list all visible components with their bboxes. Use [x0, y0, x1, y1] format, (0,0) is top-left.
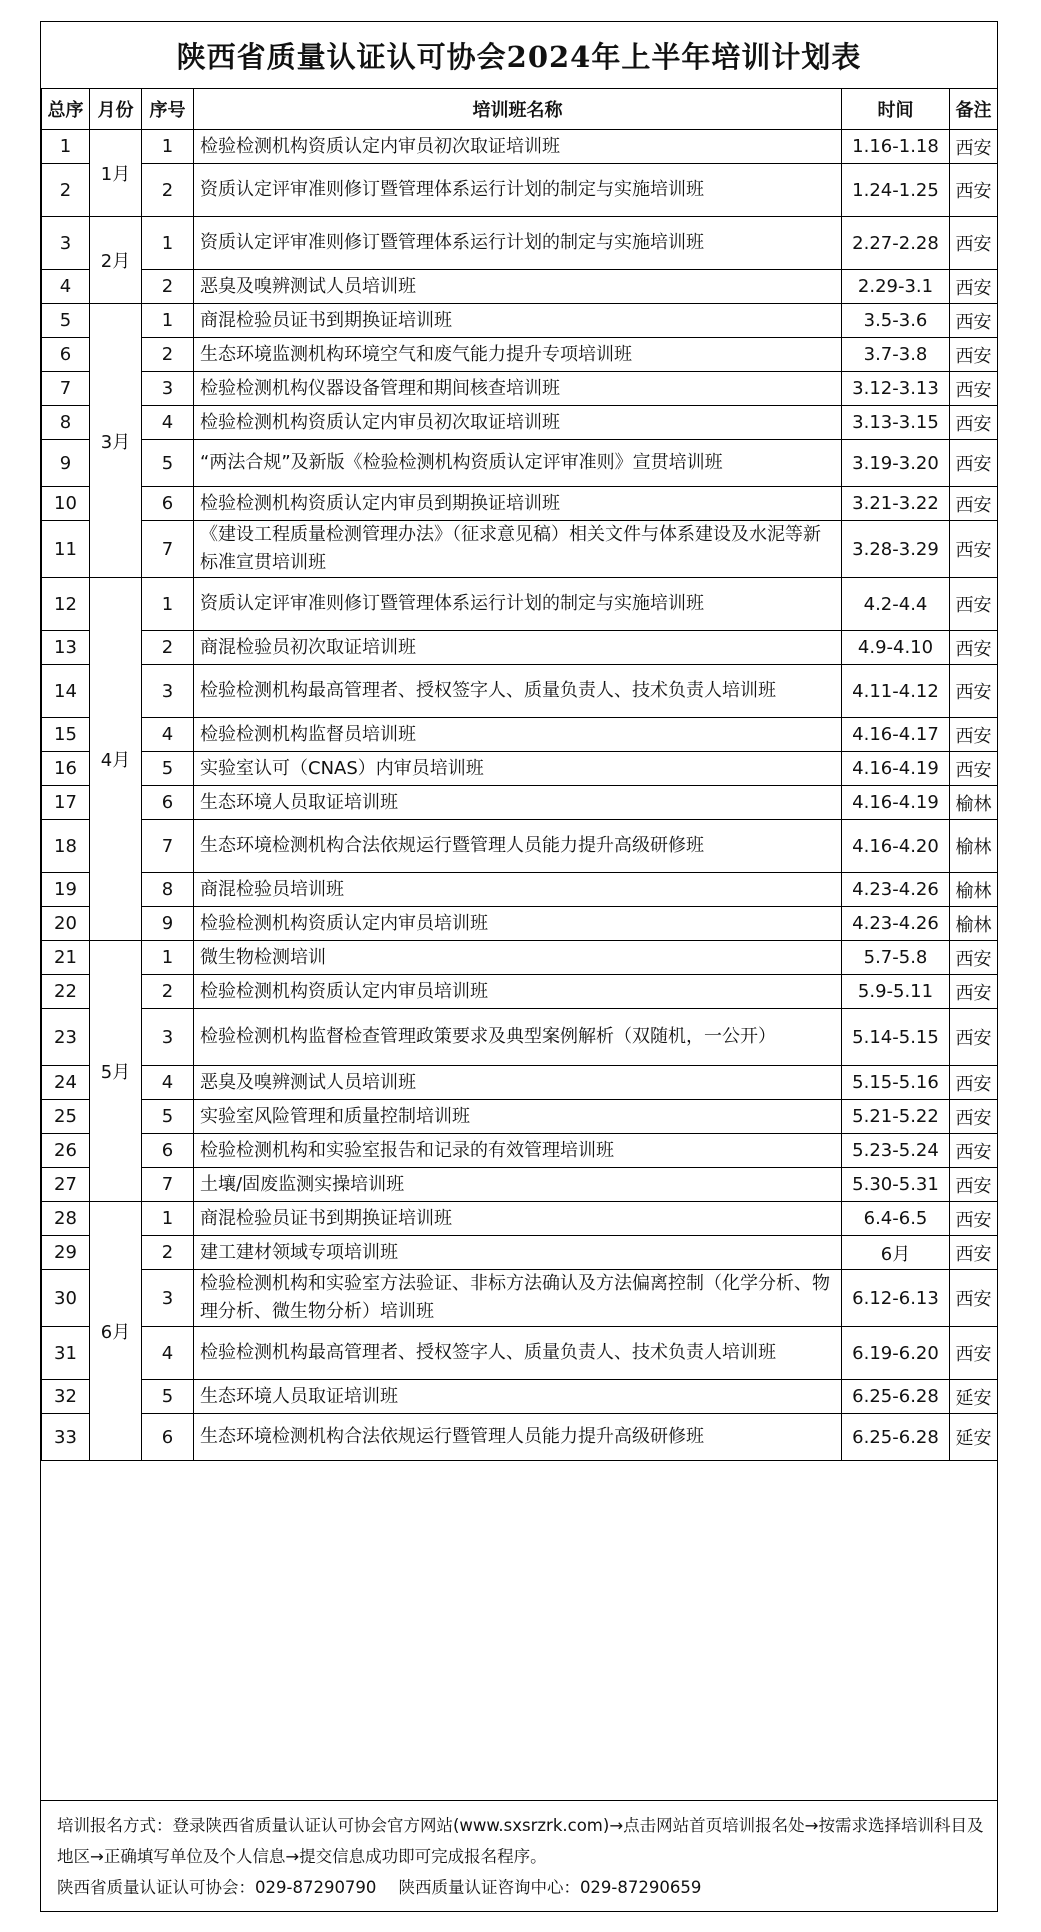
cell-total: 2: [42, 164, 90, 217]
cell-course-name: 土壤/固废监测实操培训班: [194, 1168, 842, 1202]
cell-total: 23: [42, 1009, 90, 1066]
cell-total: 13: [42, 631, 90, 665]
table-header-row: [42, 89, 998, 130]
cell-remark: 西安: [950, 718, 998, 752]
training-plan-sheet: [40, 21, 998, 1912]
table-body: [42, 130, 998, 1461]
table-row: [42, 1134, 998, 1168]
cell-seq: 2: [142, 975, 194, 1009]
training-plan-table: [41, 88, 998, 1461]
cell-course-name: 检验检测机构资质认定内审员培训班: [194, 975, 842, 1009]
cell-total: 15: [42, 718, 90, 752]
cell-seq: 5: [142, 1100, 194, 1134]
cell-course-name: 《建设工程质量检测管理办法》（征求意见稿）相关文件与体系建设及水泥等新标准宣贯培训班: [194, 521, 842, 578]
cell-remark: 西安: [950, 1009, 998, 1066]
cell-remark: 西安: [950, 1066, 998, 1100]
cell-time: 1.16-1.18: [842, 130, 950, 164]
cell-seq: 3: [142, 1009, 194, 1066]
cell-total: 11: [42, 521, 90, 578]
cell-seq: 7: [142, 820, 194, 873]
cell-remark: 西安: [950, 1327, 998, 1380]
cell-time: 6.19-6.20: [842, 1327, 950, 1380]
cell-total: 17: [42, 786, 90, 820]
table-row: [42, 1009, 998, 1066]
table-row: [42, 338, 998, 372]
cell-time: 5.14-5.15: [842, 1009, 950, 1066]
cell-month: 5月: [90, 941, 142, 1202]
cell-time: 6.12-6.13: [842, 1270, 950, 1327]
cell-time: 6月: [842, 1236, 950, 1270]
cell-total: 20: [42, 907, 90, 941]
cell-seq: 1: [142, 578, 194, 631]
cell-time: 4.9-4.10: [842, 631, 950, 665]
cell-time: 4.23-4.26: [842, 873, 950, 907]
cell-time: 4.16-4.19: [842, 786, 950, 820]
cell-seq: 1: [142, 304, 194, 338]
cell-total: 10: [42, 487, 90, 521]
cell-remark: 延安: [950, 1414, 998, 1461]
cell-time: 5.7-5.8: [842, 941, 950, 975]
cell-course-name: 生态环境检测机构合法依规运行暨管理人员能力提升高级研修班: [194, 1414, 842, 1461]
cell-total: 19: [42, 873, 90, 907]
table-row: [42, 406, 998, 440]
cell-time: 4.16-4.19: [842, 752, 950, 786]
table-row: [42, 1236, 998, 1270]
cell-course-name: 商混检验员初次取证培训班: [194, 631, 842, 665]
cell-total: 1: [42, 130, 90, 164]
cell-total: 30: [42, 1270, 90, 1327]
table-row: [42, 820, 998, 873]
table-row: [42, 907, 998, 941]
cell-time: 6.25-6.28: [842, 1380, 950, 1414]
cell-remark: 西安: [950, 521, 998, 578]
cell-month: 1月: [90, 130, 142, 217]
cell-total: 31: [42, 1327, 90, 1380]
table-row: [42, 578, 998, 631]
cell-time: 4.23-4.26: [842, 907, 950, 941]
table-row: [42, 304, 998, 338]
cell-course-name: 检验检测机构资质认定内审员培训班: [194, 907, 842, 941]
cell-course-name: 生态环境人员取证培训班: [194, 1380, 842, 1414]
contact-consulting-center: 陕西质量认证咨询中心：029-87290659: [398, 1878, 702, 1897]
cell-time: 2.27-2.28: [842, 217, 950, 270]
cell-time: 1.24-1.25: [842, 164, 950, 217]
cell-course-name: 实验室认可（CNAS）内审员培训班: [194, 752, 842, 786]
table-row: [42, 270, 998, 304]
table-row: [42, 440, 998, 487]
cell-time: 4.2-4.4: [842, 578, 950, 631]
cell-time: 4.16-4.17: [842, 718, 950, 752]
header-seq: 序号: [142, 89, 194, 130]
cell-seq: 2: [142, 631, 194, 665]
cell-remark: 西安: [950, 1100, 998, 1134]
cell-course-name: 检验检测机构最高管理者、授权签字人、质量负责人、技术负责人培训班: [194, 665, 842, 718]
cell-time: 6.4-6.5: [842, 1202, 950, 1236]
cell-remark: 榆林: [950, 820, 998, 873]
cell-total: 24: [42, 1066, 90, 1100]
cell-course-name: 检验检测机构最高管理者、授权签字人、质量负责人、技术负责人培训班: [194, 1327, 842, 1380]
cell-seq: 4: [142, 1066, 194, 1100]
cell-total: 21: [42, 941, 90, 975]
cell-course-name: 商混检验员培训班: [194, 873, 842, 907]
cell-remark: 西安: [950, 975, 998, 1009]
cell-remark: 西安: [950, 487, 998, 521]
cell-remark: 榆林: [950, 873, 998, 907]
cell-remark: 西安: [950, 1270, 998, 1327]
cell-time: 3.13-3.15: [842, 406, 950, 440]
cell-course-name: 商混检验员证书到期换证培训班: [194, 1202, 842, 1236]
cell-total: 26: [42, 1134, 90, 1168]
cell-seq: 5: [142, 440, 194, 487]
cell-seq: 1: [142, 941, 194, 975]
cell-remark: 西安: [950, 304, 998, 338]
cell-month: 3月: [90, 304, 142, 578]
cell-course-name: 建工建材领域专项培训班: [194, 1236, 842, 1270]
cell-remark: 西安: [950, 1236, 998, 1270]
cell-total: 7: [42, 372, 90, 406]
cell-remark: 西安: [950, 941, 998, 975]
cell-seq: 5: [142, 1380, 194, 1414]
cell-time: 3.12-3.13: [842, 372, 950, 406]
cell-total: 14: [42, 665, 90, 718]
cell-course-name: 检验检测机构监督员培训班: [194, 718, 842, 752]
cell-total: 12: [42, 578, 90, 631]
cell-seq: 9: [142, 907, 194, 941]
cell-time: 3.19-3.20: [842, 440, 950, 487]
cell-seq: 7: [142, 1168, 194, 1202]
cell-time: 3.7-3.8: [842, 338, 950, 372]
cell-total: 32: [42, 1380, 90, 1414]
cell-total: 6: [42, 338, 90, 372]
cell-seq: 6: [142, 487, 194, 521]
header-time: 时间: [842, 89, 950, 130]
table-row: [42, 130, 998, 164]
cell-course-name: 生态环境检测机构合法依规运行暨管理人员能力提升高级研修班: [194, 820, 842, 873]
cell-course-name: 生态环境人员取证培训班: [194, 786, 842, 820]
cell-course-name: 资质认定评审准则修订暨管理体系运行计划的制定与实施培训班: [194, 164, 842, 217]
table-row: [42, 786, 998, 820]
cell-remark: 榆林: [950, 786, 998, 820]
cell-remark: 西安: [950, 1202, 998, 1236]
cell-seq: 2: [142, 270, 194, 304]
cell-total: 3: [42, 217, 90, 270]
cell-remark: 西安: [950, 578, 998, 631]
table-row: [42, 941, 998, 975]
cell-total: 33: [42, 1414, 90, 1461]
cell-course-name: 检验检测机构和实验室方法验证、非标方法确认及方法偏离控制（化学分析、物理分析、微生物分析）培训班: [194, 1270, 842, 1327]
cell-course-name: 微生物检测培训: [194, 941, 842, 975]
cell-course-name: 资质认定评审准则修订暨管理体系运行计划的制定与实施培训班: [194, 578, 842, 631]
contact-line: [57, 1872, 985, 1903]
cell-time: 5.21-5.22: [842, 1100, 950, 1134]
table-row: [42, 1066, 998, 1100]
cell-remark: 西安: [950, 406, 998, 440]
cell-course-name: 检验检测机构和实验室报告和记录的有效管理培训班: [194, 1134, 842, 1168]
table-row: [42, 1414, 998, 1461]
header-month: 月份: [90, 89, 142, 130]
cell-seq: 1: [142, 1202, 194, 1236]
table-row: [42, 1100, 998, 1134]
cell-course-name: “两法合规”及新版《检验检测机构资质认定评审准则》宣贯培训班: [194, 440, 842, 487]
cell-seq: 4: [142, 1327, 194, 1380]
cell-time: 5.23-5.24: [842, 1134, 950, 1168]
cell-seq: 6: [142, 786, 194, 820]
cell-course-name: 检验检测机构仪器设备管理和期间核查培训班: [194, 372, 842, 406]
table-row: [42, 164, 998, 217]
table-row: [42, 372, 998, 406]
table-row: [42, 1168, 998, 1202]
table-row: [42, 873, 998, 907]
cell-seq: 2: [142, 1236, 194, 1270]
cell-remark: 榆林: [950, 907, 998, 941]
cell-time: 4.11-4.12: [842, 665, 950, 718]
cell-course-name: 检验检测机构资质认定内审员初次取证培训班: [194, 130, 842, 164]
cell-remark: 西安: [950, 440, 998, 487]
cell-course-name: 恶臭及嗅辨测试人员培训班: [194, 270, 842, 304]
cell-remark: 延安: [950, 1380, 998, 1414]
cell-course-name: 商混检验员证书到期换证培训班: [194, 304, 842, 338]
cell-seq: 5: [142, 752, 194, 786]
cell-seq: 2: [142, 338, 194, 372]
cell-remark: 西安: [950, 130, 998, 164]
cell-seq: 3: [142, 665, 194, 718]
cell-remark: 西安: [950, 217, 998, 270]
table-row: [42, 521, 998, 578]
cell-course-name: 检验检测机构资质认定内审员初次取证培训班: [194, 406, 842, 440]
cell-total: 18: [42, 820, 90, 873]
cell-time: 6.25-6.28: [842, 1414, 950, 1461]
cell-remark: 西安: [950, 665, 998, 718]
table-row: [42, 217, 998, 270]
header-total: 总序: [42, 89, 90, 130]
cell-time: 3.21-3.22: [842, 487, 950, 521]
table-row: [42, 975, 998, 1009]
table-row: [42, 1270, 998, 1327]
cell-total: 5: [42, 304, 90, 338]
cell-total: 16: [42, 752, 90, 786]
page-title: 陕西省质量认证认可协会2024年上半年培训计划表: [176, 39, 862, 74]
table-row: [42, 718, 998, 752]
cell-month: 4月: [90, 578, 142, 941]
cell-month: 6月: [90, 1202, 142, 1461]
contact-association: 陕西省质量认证认可协会：029-87290790: [57, 1878, 377, 1897]
cell-total: 27: [42, 1168, 90, 1202]
cell-remark: 西安: [950, 752, 998, 786]
cell-total: 29: [42, 1236, 90, 1270]
cell-remark: 西安: [950, 164, 998, 217]
cell-seq: 6: [142, 1134, 194, 1168]
cell-course-name: 实验室风险管理和质量控制培训班: [194, 1100, 842, 1134]
table-row: [42, 752, 998, 786]
cell-seq: 8: [142, 873, 194, 907]
cell-course-name: 检验检测机构监督检查管理政策要求及典型案例解析（双随机，一公开）: [194, 1009, 842, 1066]
cell-total: 4: [42, 270, 90, 304]
signup-instructions: 培训报名方式：登录陕西省质量认证认可协会官方网站(www.sxsrzrk.com)→点击网站首页培训报名处→按需求选择培训科目及地区→正确填写单位及个人信息→提交信息成功即可完成报名程序。: [57, 1816, 984, 1866]
cell-remark: 西安: [950, 1134, 998, 1168]
cell-seq: 6: [142, 1414, 194, 1461]
table-row: [42, 1327, 998, 1380]
cell-seq: 4: [142, 718, 194, 752]
cell-remark: 西安: [950, 1168, 998, 1202]
cell-time: 5.15-5.16: [842, 1066, 950, 1100]
cell-seq: 1: [142, 217, 194, 270]
cell-course-name: 生态环境监测机构环境空气和废气能力提升专项培训班: [194, 338, 842, 372]
cell-seq: 3: [142, 1270, 194, 1327]
cell-seq: 1: [142, 130, 194, 164]
cell-total: 25: [42, 1100, 90, 1134]
cell-total: 8: [42, 406, 90, 440]
cell-remark: 西安: [950, 270, 998, 304]
cell-time: 3.5-3.6: [842, 304, 950, 338]
cell-time: 5.30-5.31: [842, 1168, 950, 1202]
cell-seq: 4: [142, 406, 194, 440]
cell-time: 5.9-5.11: [842, 975, 950, 1009]
cell-month: 2月: [90, 217, 142, 304]
table-row: [42, 665, 998, 718]
table-row: [42, 631, 998, 665]
cell-total: 28: [42, 1202, 90, 1236]
cell-remark: 西安: [950, 631, 998, 665]
cell-seq: 2: [142, 164, 194, 217]
header-name: 培训班名称: [194, 89, 842, 130]
footer-notes: [41, 1800, 997, 1911]
table-row: [42, 487, 998, 521]
cell-course-name: 恶臭及嗅辨测试人员培训班: [194, 1066, 842, 1100]
cell-seq: 3: [142, 372, 194, 406]
cell-time: 4.16-4.20: [842, 820, 950, 873]
cell-remark: 西安: [950, 372, 998, 406]
cell-course-name: 资质认定评审准则修订暨管理体系运行计划的制定与实施培训班: [194, 217, 842, 270]
cell-total: 22: [42, 975, 90, 1009]
cell-time: 2.29-3.1: [842, 270, 950, 304]
cell-total: 9: [42, 440, 90, 487]
table-row: [42, 1380, 998, 1414]
cell-seq: 7: [142, 521, 194, 578]
table-row: [42, 1202, 998, 1236]
cell-course-name: 检验检测机构资质认定内审员到期换证培训班: [194, 487, 842, 521]
cell-time: 3.28-3.29: [842, 521, 950, 578]
header-remark: 备注: [950, 89, 998, 130]
cell-remark: 西安: [950, 338, 998, 372]
